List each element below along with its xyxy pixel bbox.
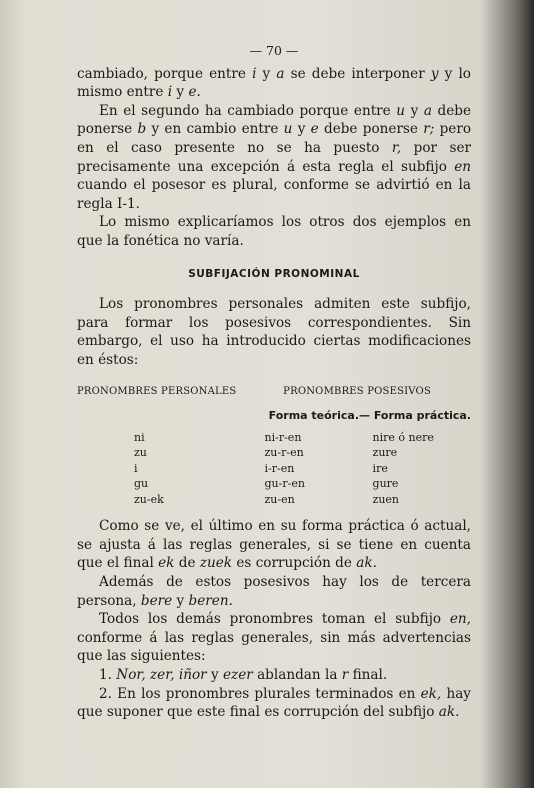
- personal-pronoun-cell: zu: [134, 446, 147, 460]
- table-row: [134, 461, 471, 477]
- table-row: [134, 445, 471, 461]
- paragraph-4: Los pronombres personales admiten este subfijo, para formar los posesivos correspondientes. Sin embargo, el uso ha introducido ciertas modificaciones en éstos:: [77, 296, 471, 368]
- personal-pronoun-cell: ni: [134, 430, 145, 444]
- italic-term: e: [310, 121, 319, 138]
- paragraph-1: cambiado, porque entre i y a se debe interponer y y lo mismo entre i y e.: [77, 65, 471, 101]
- paragraph-5: Como se ve, el último en su forma práctica ó actual, se ajusta á las reglas generales, si se tiene en cuenta que el final ek de zuek es corrupción de ak.: [77, 518, 471, 572]
- italic-term: beren.: [188, 592, 233, 609]
- italic-term: ezer: [223, 666, 253, 683]
- rule-1: 1. Nor, zer, iñor y ezer ablandan la r final.: [99, 666, 388, 683]
- theoretical-form-cell: zu-en: [264, 492, 295, 506]
- theoretical-form-cell: gu-r-en: [264, 477, 305, 491]
- personal-pronoun-cell: zu-ek: [134, 492, 164, 506]
- page-number: — 70 —: [249, 43, 299, 58]
- italic-term: en: [454, 158, 471, 175]
- paragraph-7: Todos los demás pronombres toman el subfijo en, conforme á las reglas generales, sin más advertencias que las siguientes:: [77, 611, 471, 665]
- theoretical-form-cell: zu-r-en: [264, 446, 304, 460]
- italic-term: ak.: [438, 704, 460, 721]
- italic-term: i: [167, 84, 173, 101]
- italic-term: zuek: [199, 555, 233, 572]
- italic-term: a: [276, 65, 285, 82]
- italic-term: e.: [188, 84, 201, 101]
- italic-term: en,: [449, 611, 471, 628]
- practical-form-cell: zuen: [372, 492, 400, 506]
- italic-term: u: [396, 102, 406, 119]
- italic-term: i: [252, 65, 257, 82]
- italic-term: r,: [391, 139, 402, 156]
- header-personales: PRONOMBRES PERSONALES: [77, 385, 237, 397]
- table-row: [134, 430, 471, 446]
- italic-term: a: [423, 102, 432, 119]
- paragraph-3: Lo mismo explicaríamos los otros dos ejemplos en que la fonética no varía.: [77, 214, 471, 249]
- italic-term: y: [430, 65, 439, 82]
- italic-term: Nor, zer, iñor: [116, 666, 207, 683]
- paragraph-6: Además de estos posesivos hay los de tercera persona, bere y beren.: [77, 573, 471, 609]
- rule-2: 2. En los pronombres plurales terminados en ek, hay que suponer que este final es corrupción del subfijo ak.: [77, 685, 471, 721]
- practical-form-cell: ire: [372, 461, 388, 475]
- personal-pronoun-cell: i: [134, 461, 138, 475]
- italic-term: r;: [423, 121, 435, 138]
- table-column-headers: [77, 383, 471, 402]
- header-posesivos: PRONOMBRES POSESIVOS: [283, 385, 431, 397]
- rules-list: [77, 666, 471, 722]
- page-text: [77, 42, 471, 722]
- section-heading: SUBFIJACIÓN PRONOMINAL: [188, 267, 360, 280]
- table-row: [134, 476, 471, 492]
- italic-term: b: [137, 121, 147, 138]
- practical-form-cell: gure: [372, 477, 399, 491]
- italic-term: ek: [158, 555, 175, 572]
- italic-term: r: [341, 666, 349, 683]
- italic-term: ek,: [420, 685, 442, 702]
- practical-form-cell: nire ó nere: [372, 430, 434, 444]
- italic-term: u: [283, 121, 293, 138]
- pronoun-table: [134, 430, 471, 508]
- table-row: [134, 492, 471, 508]
- theoretical-form-cell: i-r-en: [264, 461, 295, 475]
- theoretical-form-cell: ni-r-en: [264, 430, 302, 444]
- personal-pronoun-cell: gu: [134, 477, 149, 491]
- practical-form-cell: zure: [372, 446, 398, 460]
- italic-term: bere: [140, 592, 173, 609]
- paragraph-2: En el segundo ha cambiado porque entre u y a debe ponerse b y en cambio entre u y e debe ponerse r; pero en el caso presente no se ha puesto r, por ser precisamente una excepción á esta regla el subfijo en cuando el posesor es plural, conforme se advirtió en la regla I-1.: [77, 102, 472, 212]
- italic-term: ak.: [356, 555, 377, 572]
- forms-label: Forma teórica.— Forma práctica.: [268, 409, 471, 423]
